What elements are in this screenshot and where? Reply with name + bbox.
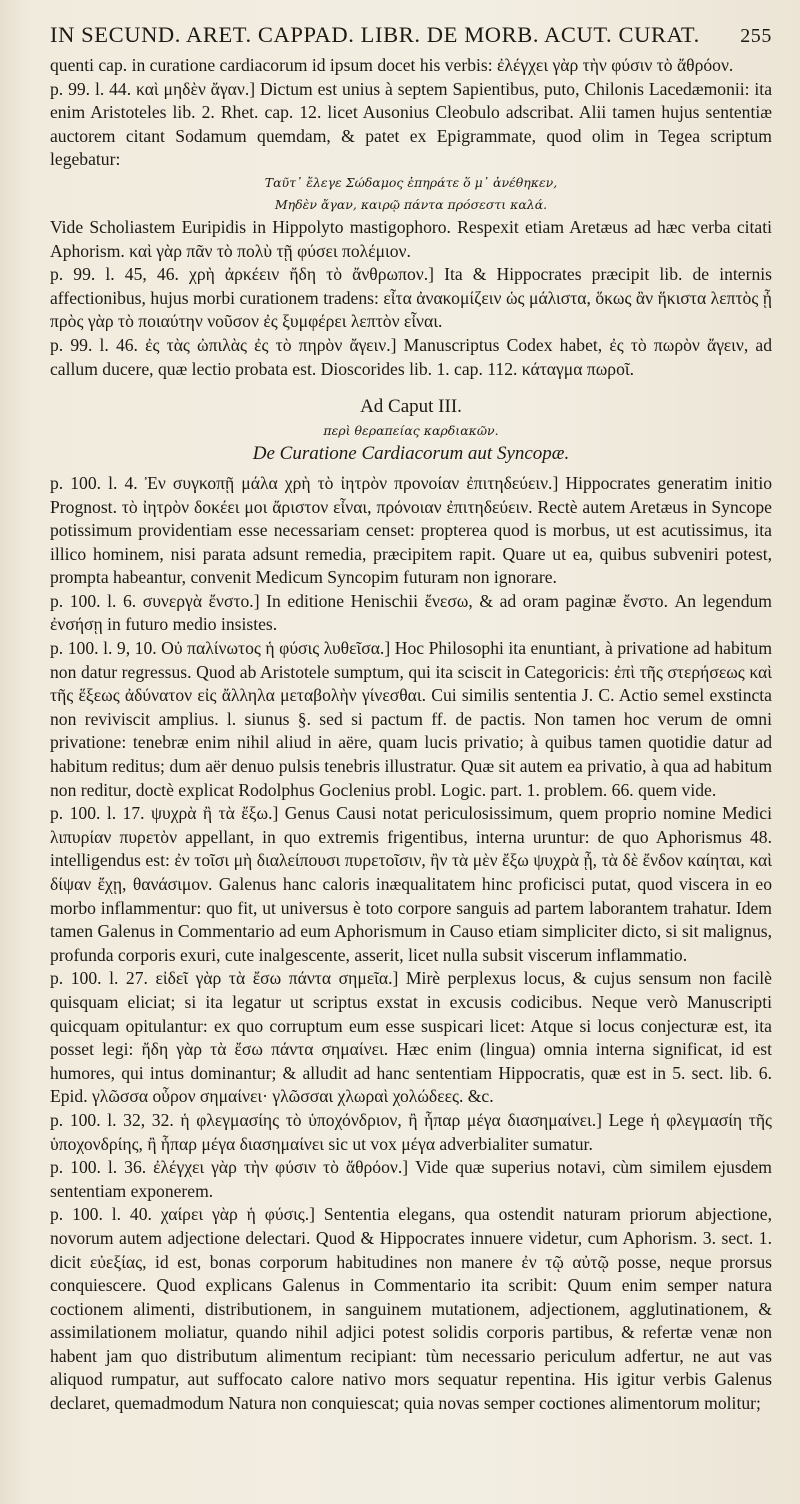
chapter-heading: Ad Caput III. (360, 396, 462, 418)
note-paragraph: p. 100. l. 6. συνεργὰ ἔνστο.] In editione Henischii ἔνεσω, & ad oram paginæ ἔνστο. An legendum ἐνσήσῃ in futuro medio insistes. (50, 590, 772, 635)
note-paragraph: p. 100. l. 4. Ἐν συγκοπῇ μάλα χρὴ τὸ ἰητρὸν προνοίαν ἐπιτηδεύειν.] Hippocrates generatim initio Prognost. τὸ ἰητρὸν δοκέει μοι ἄριστον εἶναι, πρόνοιαν ἐπιτηδεύειν. Rectè autem Aretæus in Syncope potissimum providentiam esse necessariam censet: propterea quod is morbus, ut est acutissimus, ita illico hominem, nisi parata adsunt remedia, præcipitem rapit. Quare ut ea, quibus subveniri potest, prompta habeantur, convenit Medicum Syncopim futuram non ignorare. (50, 472, 772, 588)
note-paragraph: p. 99. l. 44. καὶ μηδὲν ἄγαν.] Dictum est unius à septem Sapientibus, puto, Chilonis Lacedæmonii: ita enim Aristoteles lib. 2. Rhet. cap. 12. licet Ausonius Cleobulo adscribat. Alii tamen hujus sententiæ auctorem citant Sodamum quemdam, & patet ex Epigrammate, quod olim in Tegea scriptum legebatur: (50, 78, 772, 170)
note-paragraph: p. 100. l. 17. ψυχρὰ ἢ τὰ ἔξω.] Genus Causi notat periculosissimum, quem proprio nomine Medici λιπυρίαν πυρετὸν appellant, in quo extremis frigentibus, interna uruntur: de quo Aphorismus 48. intelligendus est: ἐν τοῖσι μὴ διαλείπουσι πυρετοῖσιν, ἢν τὰ μὲν ἔξω ψυχρὰ ᾖ, τὰ δὲ ἔνδον καίηται, καὶ δίψαν ἔχῃ, θανάσιμον. Galenus hanc caloris inæqualitatem hinc proficisci putat, quod viscera in eo morbo inflammentur: quo fit, ut universus è toto corpore sanguis ad partem laborantem trahatur. Idem tamen Galenus in Commentario ad eum Aphorismum in Causo etiam simpliciter dicto, si sit malignus, profunda corporis exuri, cute inalgescente, asserit, licet nulla subsit viscerum inflammatio. (50, 803, 772, 965)
paragraph: quenti cap. in curatione cardiacorum id ipsum docet his verbis: ἐλέγχει γὰρ τὴν φύσιν τὸ ἄθρόον. (50, 55, 734, 75)
note-paragraph: p. 100. l. 9, 10. Οὐ παλίνωτος ἡ φύσις λυθεῖσα.] Hoc Philosophi ita enuntiant, à privatione ad habitum non datur regressus. Quod ab Aristotele sumptum, qui ita sciscit in Categoricis: ἐπὶ τῆς στερήσεως καὶ τῆς ἕξεως ἀδύνατον εἰς ἄλληλα μεταβολὴν γίνεσθαι. Cui similis sententia J. C. Actio semel exstincta non reviviscit amplius. l. siunus §. sed si pactum ff. de pactis. Non tamen hoc verum de omni privatione: tenebræ enim nihil aliud in aëre, quam lucis privatio; à quibus tamen quotidie datur ad habitum reditus; dum aër denuo pulsis tenebris illustratur. Quæ sit autem ea privatio, à qua ad habitum non reditur, doctè explicat Rodolphus Goclenius probl. Logic. part. 1. problem. 66. quem vide. (50, 638, 772, 800)
epigram (50, 172, 772, 216)
epigram-line: Ταῦτ᾿ ἔλεγε Σώδαμος ἐπηράτε ὅ μ᾿ ἀνέθηκεν, (264, 174, 558, 190)
running-title: IN SECUND. ARET. CAPPAD. LIBR. DE MORB. ACUT. CURAT. (50, 22, 700, 47)
note-paragraph: p. 100. l. 36. ἐλέγχει γὰρ τὴν φύσιν τὸ ἄθρόον.] Vide quæ superius notavi, cùm similem ejusdem sententiam exponerem. (50, 1157, 772, 1201)
note-paragraph: p. 100. l. 40. χαίρει γὰρ ἡ φύσις.] Sententia elegans, qua ostendit naturam priorum abjectione, novorum autem adjectione delectari. Quod & Hippocrates innuere videtur, cum Aphorism. 3. sect. 1. dicit εὐεξίας, id est, bonas corporum habitudines non manere ἐν τῷ αὐτῷ posse, neque prorsus conquiescere. Quod explicans Galenus in Commentario ita scribit: Quum enim semper natura coctionem alimenti, distributionem, in sanguinem mutationem, adjectionem, agglutinationem, & assimilationem moliatur, quando nihil adjici potest solidis corporis partibus, & refertæ venæ non habent jam quo distributum alimentum recipiant: tùm necessario periculum adfertur, ne aut vas aliquod rumpatur, aut suffocato calore nativo mors sequatur repentina. His igitur verbis Galenus declaret, quemadmodum Natura non conquiescat; quia novas semper coctiones alimentorum molitur; (50, 1204, 772, 1414)
note-paragraph: p. 99. l. 45, 46. χρὴ ἀρκέειν ἤδη τὸ ἄνθρωπον.] Ita & Hippocrates præcipit lib. de internis affectionibus, hujus morbi curationem tradens: εἶτα ἀνακομίζειν ὡς μάλιστα, ὅκως ἂν ἥκιστα λεπτὸς ᾖ πρὸς γὰρ τὸ ποιαύτην νοῦσον ἐς ξυμφέρει λεπτὸν εἶναι. (50, 264, 772, 332)
main-text (50, 54, 772, 1416)
page-number: 255 (740, 25, 772, 47)
note-paragraph: p. 100. l. 27. εἰδεῖ γὰρ τὰ ἔσω πάντα σημεῖα.] Mirè perplexus locus, & cujus sensum non facilè quisquam eliciat; si ita legatur ut scriptus exstat in excusis codicibus. Neque verò Manuscripti quicquam opitulantur: ex quo corruptum eum esse suspicari licet: Atque si locus conjecturæ est, ita posset legi: ἤδη γὰρ τὰ ἔσω πάντα σημαίνει. Hæc enim (lingua) omnia interna significat, id est humores, qui intus dominantur; & alludit ad hanc sententiam Hippocratis, quæ est in 5. sect. lib. 6. Epid. γλῶσσα οὖρον σημαίνει· γλῶσσαι χλωραὶ χολώδεες. &c. (50, 968, 772, 1107)
page-header (50, 22, 772, 48)
note-paragraph: p. 100. l. 32, 32. ἡ φλεγμασίης τὸ ὑποχόνδριον, ἢ ἧπαρ μέγα διασημαίνει.] Lege ἡ φλεγμασίη τῆς ὑποχονδρίης, ἢ ἧπαρ μέγα διασημαίνει sic ut vox μέγα adverbialiter sumatur. (50, 1109, 772, 1154)
note-paragraph: Vide Scholiastem Euripidis in Hippolyto mastigophoro. Respexit etiam Aretæus ad hæc verba citati Aphorism. καὶ γὰρ πᾶν τὸ πολὺ τῇ φύσει πολέμιον. (50, 216, 772, 261)
epigram-line: Μηδὲν ἄγαν, καιρῷ πάντα πρόσεστι καλά. (274, 196, 548, 212)
chapter-greek-title: περὶ θεραπείας καρδιακῶν. (323, 422, 499, 438)
note-paragraph: p. 99. l. 46. ἐς τὰς ὠπιλὰς ἐς τὸ πηρὸν ἄγειν.] Manuscriptus Codex habet, ἐς τὸ πωρὸν ἄγειν, ad callum ducere, quæ lectio probata est. Dioscorides lib. 1. cap. 112. κάταγμα πωροῖ. (50, 334, 772, 379)
chapter-subtitle: De Curatione Cardiacorum aut Syncopæ. (252, 443, 570, 465)
